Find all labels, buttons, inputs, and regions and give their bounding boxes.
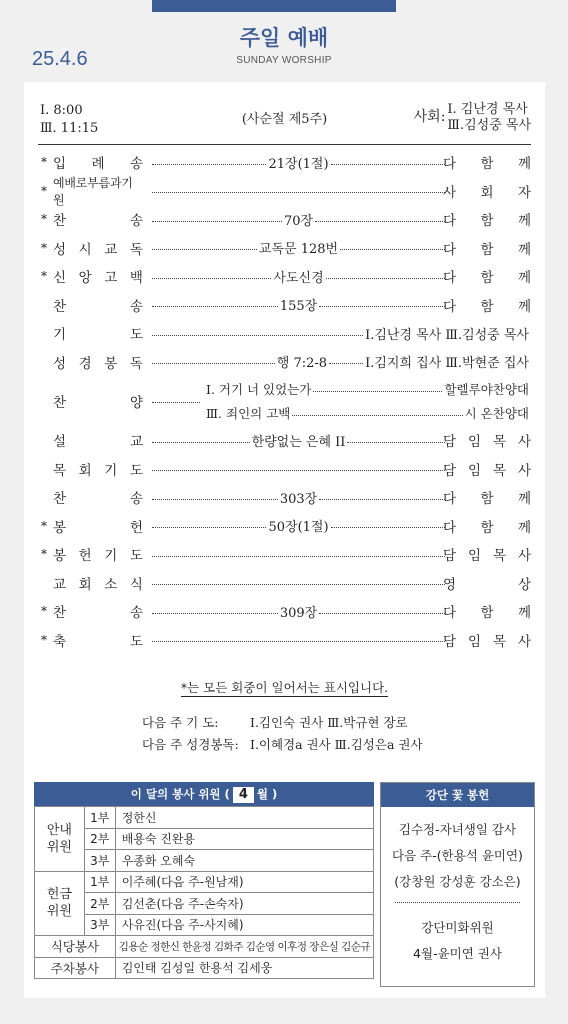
order-item-label: 설 교: [53, 434, 143, 451]
order-item-leader: Ⅰ.김난경 목사 Ⅲ.김성중 목사: [365, 327, 529, 343]
order-item-detail: [152, 602, 445, 621]
order-item-leader: Ⅰ.김지희 집사 Ⅲ.박현준 집사: [365, 356, 529, 372]
order-item: [24, 376, 545, 426]
altar-flowers-header: 강단 꽃 봉헌: [381, 783, 534, 807]
next-prayer-label: 다음 주 기 도:: [142, 715, 219, 730]
leader-dots: [340, 249, 445, 250]
order-item-leader: 다 함 께: [443, 241, 531, 258]
standing-mark: *: [41, 155, 47, 170]
service-time-3: Ⅲ. 11:15: [40, 121, 99, 136]
leader-dots: [152, 306, 278, 307]
flowers-line-3: (강창원 강성훈 강소은): [394, 874, 521, 889]
leader-dots: [152, 363, 275, 364]
order-item-content: 155장: [279, 299, 318, 315]
parking-label: 주차봉사: [35, 957, 116, 979]
bulletin-date: 25.4.6: [32, 48, 88, 70]
order-item-content: 교독문 128번: [258, 242, 339, 258]
order-item-label: 예배로부름과기원: [53, 175, 133, 207]
standing-mark: *: [41, 212, 47, 227]
order-item-detail: [152, 267, 445, 286]
standing-mark: *: [41, 518, 47, 533]
order-item-leader: 다 함 께: [443, 491, 531, 508]
presider-3: Ⅲ.김성중 목사: [447, 118, 531, 133]
leader-dots: [331, 164, 445, 165]
order-item: [24, 177, 545, 206]
part-cell: 3부: [84, 914, 115, 936]
order-item-label: 찬 송: [53, 605, 143, 622]
flowers-dotted-divider: [395, 899, 520, 903]
offering-group-label: 헌금 위원: [35, 871, 85, 936]
flowers-line-5: 4월-윤미연 권사: [413, 946, 502, 961]
liturgical-season: (사순절 제5주): [241, 112, 328, 127]
monthly-volunteers: [34, 782, 374, 979]
next-prayer-value: Ⅰ.김인숙 권사 Ⅲ.박규현 장로: [250, 715, 408, 730]
leader-dots: [152, 278, 271, 279]
order-item: [24, 569, 545, 598]
order-item-detail: [152, 431, 445, 450]
next-week-info: [142, 712, 423, 756]
order-item-leader: 사 회 자: [443, 184, 531, 201]
standing-mark: *: [41, 240, 47, 255]
table-row: [35, 893, 374, 915]
leader-dots: [319, 613, 445, 614]
leader-dots: [315, 221, 445, 222]
leader-dots: [292, 415, 462, 416]
order-item: [24, 597, 545, 626]
altar-flowers-box: [380, 782, 535, 987]
order-item-detail: [152, 153, 445, 172]
order-item-content: 50장(1절): [268, 520, 329, 536]
anthem-title: Ⅰ. 거기 너 있었는가: [206, 382, 312, 397]
presider-1: Ⅰ. 김난경 목사: [447, 102, 528, 117]
leader-dots: [152, 527, 266, 528]
order-item-leader: 영 상: [443, 576, 531, 593]
anthem-line: [204, 404, 531, 422]
part-cell: 1부: [84, 807, 115, 829]
order-item-label: 입 례 송: [53, 156, 143, 173]
standing-mark: *: [41, 183, 47, 198]
order-item-label: 찬 송: [53, 298, 143, 315]
page-subtitle: SUNDAY WORSHIP: [236, 55, 332, 66]
order-item-content: 303장: [279, 491, 318, 507]
order-item-label: 찬 송: [53, 213, 143, 230]
names-cell: 정한신: [115, 807, 373, 829]
order-item-detail: [152, 637, 445, 642]
order-item-content: 21장(1절): [268, 156, 329, 172]
choir-name: 할렐루야찬양대: [444, 382, 529, 397]
order-item-detail: [152, 580, 445, 585]
order-item-detail: [152, 324, 531, 343]
part-cell: 2부: [84, 828, 115, 850]
leader-dots: [152, 164, 266, 165]
table-row: [35, 850, 374, 872]
order-item-detail: [152, 238, 445, 257]
leader-dots: [152, 641, 445, 642]
order-item-leader: 다 함 께: [443, 213, 531, 230]
order-item-leader: 다 함 께: [443, 605, 531, 622]
parking-names: 김인태 김성일 한용석 김세웅: [115, 957, 373, 979]
order-item-label: 성 경 봉 독: [53, 355, 143, 372]
order-item: [24, 291, 545, 320]
leader-dots: [152, 221, 282, 222]
order-item: [24, 455, 545, 484]
leader-dots: [152, 249, 257, 250]
next-reading-value: Ⅰ.이혜경a 권사 Ⅲ.김성은a 권사: [250, 737, 423, 752]
order-item-detail: [152, 488, 445, 507]
order-item-content: 사도신경: [273, 270, 324, 286]
table-row: [35, 936, 374, 958]
order-item: [24, 540, 545, 569]
order-item-leader: 다 함 께: [443, 156, 531, 173]
flowers-line-4: 강단미화위원: [421, 920, 494, 935]
leader-dots: [319, 306, 445, 307]
order-item-leader: 담 임 목 사: [443, 548, 531, 565]
standing-mark: *: [41, 632, 47, 647]
order-item-detail: [152, 210, 445, 229]
usher-group-label: 안내 위원: [35, 807, 85, 872]
order-item-label: 축 도: [53, 633, 143, 650]
names-cell: 김선춘(다음 주-손숙자): [115, 893, 373, 915]
order-item-leader: 다 함 께: [443, 519, 531, 536]
order-item-label: 성 시 교 독: [53, 241, 143, 258]
order-item-content: 한량없는 은혜 II: [251, 434, 346, 450]
standing-mark: *: [41, 547, 47, 562]
order-item-label: 찬 송: [53, 491, 143, 508]
order-item-content: 309장: [279, 605, 318, 621]
names-cell: 우종화 오혜숙: [115, 850, 373, 872]
top-accent-bar: [152, 0, 396, 12]
order-item-label: 교 회 소 식: [53, 576, 143, 593]
order-item-leader: 담 임 목 사: [443, 633, 531, 650]
order-item-detail: [152, 352, 531, 371]
standing-note: *는 모든 회중이 일어서는 표시입니다.: [180, 680, 389, 695]
order-item-detail: [152, 516, 445, 535]
names-cell: 배용숙 진완용: [115, 828, 373, 850]
table-row: [35, 807, 374, 829]
page-title: 주일 예배: [239, 26, 329, 50]
flowers-line-2: 다음 주-(한용석 윤미연): [392, 848, 523, 863]
leader-dots: [329, 363, 363, 364]
choir-name: 시 온찬양대: [464, 406, 529, 421]
order-item: [24, 626, 545, 655]
order-item-content: 70장: [283, 213, 314, 229]
leader-dots: [152, 470, 445, 471]
names-cell: 이주혜(다음 주-원남재): [115, 871, 373, 893]
table-row: [35, 871, 374, 893]
leader-dots: [152, 584, 445, 585]
table-row: [35, 914, 374, 936]
volunteers-header: 이 달의 봉사 위원 ( 4 월 ): [34, 782, 374, 806]
order-item-leader: 다 함 께: [443, 270, 531, 287]
kitchen-names: 김용순 정한신 한윤정 김화주 김순영 이후정 장은실 김순규: [115, 936, 373, 958]
leader-dots: [331, 527, 445, 528]
anthem-line: [204, 380, 531, 398]
order-item: [24, 205, 545, 234]
order-item: [24, 262, 545, 291]
order-item-detail: [152, 552, 445, 557]
leader-dots: [319, 499, 445, 500]
order-item: [24, 319, 545, 348]
anthem-title: Ⅲ. 죄인의 고백: [206, 406, 291, 421]
order-item: [24, 234, 545, 263]
order-item-label: 신 앙 고 백: [53, 270, 143, 287]
order-item-leader: 다 함 께: [443, 298, 531, 315]
table-row: [35, 828, 374, 850]
table-row: [35, 957, 374, 979]
leader-dots: [152, 442, 250, 443]
standing-mark: *: [41, 269, 47, 284]
order-list: [24, 148, 545, 654]
leader-dots: [152, 335, 363, 336]
order-item: [24, 426, 545, 455]
leader-dots: [326, 278, 445, 279]
leader-dots: [347, 442, 445, 443]
leader-dots: [152, 499, 278, 500]
order-item-label: 찬 양: [53, 395, 143, 411]
presider-label: 사회:: [413, 109, 446, 125]
leader-dots: [152, 402, 200, 403]
leader-dots: [152, 613, 278, 614]
names-cell: 사유진(다음 주-사지혜): [115, 914, 373, 936]
order-item-label: 기 도: [53, 327, 143, 344]
order-item-content: 행 7:2-8: [276, 356, 328, 372]
month-box: 4: [233, 787, 254, 803]
part-cell: 1부: [84, 871, 115, 893]
order-item-label: 목 회 기 도: [53, 462, 143, 479]
order-item-leader: 담 임 목 사: [443, 434, 531, 451]
order-item: [24, 483, 545, 512]
altar-flowers-body: [381, 807, 534, 967]
presider: [414, 102, 531, 134]
order-item-leader: 담 임 목 사: [443, 462, 531, 479]
leader-dots: [152, 192, 445, 193]
order-item-label: 봉 헌: [53, 519, 143, 536]
leader-dots: [152, 556, 445, 557]
standing-mark: *: [41, 604, 47, 619]
header-divider: [38, 144, 531, 145]
service-time-1: Ⅰ. 8:00: [40, 103, 83, 118]
order-item-detail: [152, 295, 445, 314]
leader-dots: [313, 391, 442, 392]
order-item: [24, 348, 545, 377]
order-item-label: 봉 헌 기 도: [53, 548, 143, 565]
order-item-detail: [152, 188, 445, 193]
part-cell: 3부: [84, 850, 115, 872]
part-cell: 2부: [84, 893, 115, 915]
kitchen-label: 식당봉사: [35, 936, 116, 958]
volunteers-table: [34, 806, 374, 979]
order-item: [24, 512, 545, 541]
next-reading-label: 다음 주 성경봉독:: [142, 737, 239, 752]
order-item-detail: [152, 466, 445, 471]
flowers-line-1: 김수정-자녀생일 감사: [398, 822, 517, 837]
order-item: [24, 148, 545, 177]
